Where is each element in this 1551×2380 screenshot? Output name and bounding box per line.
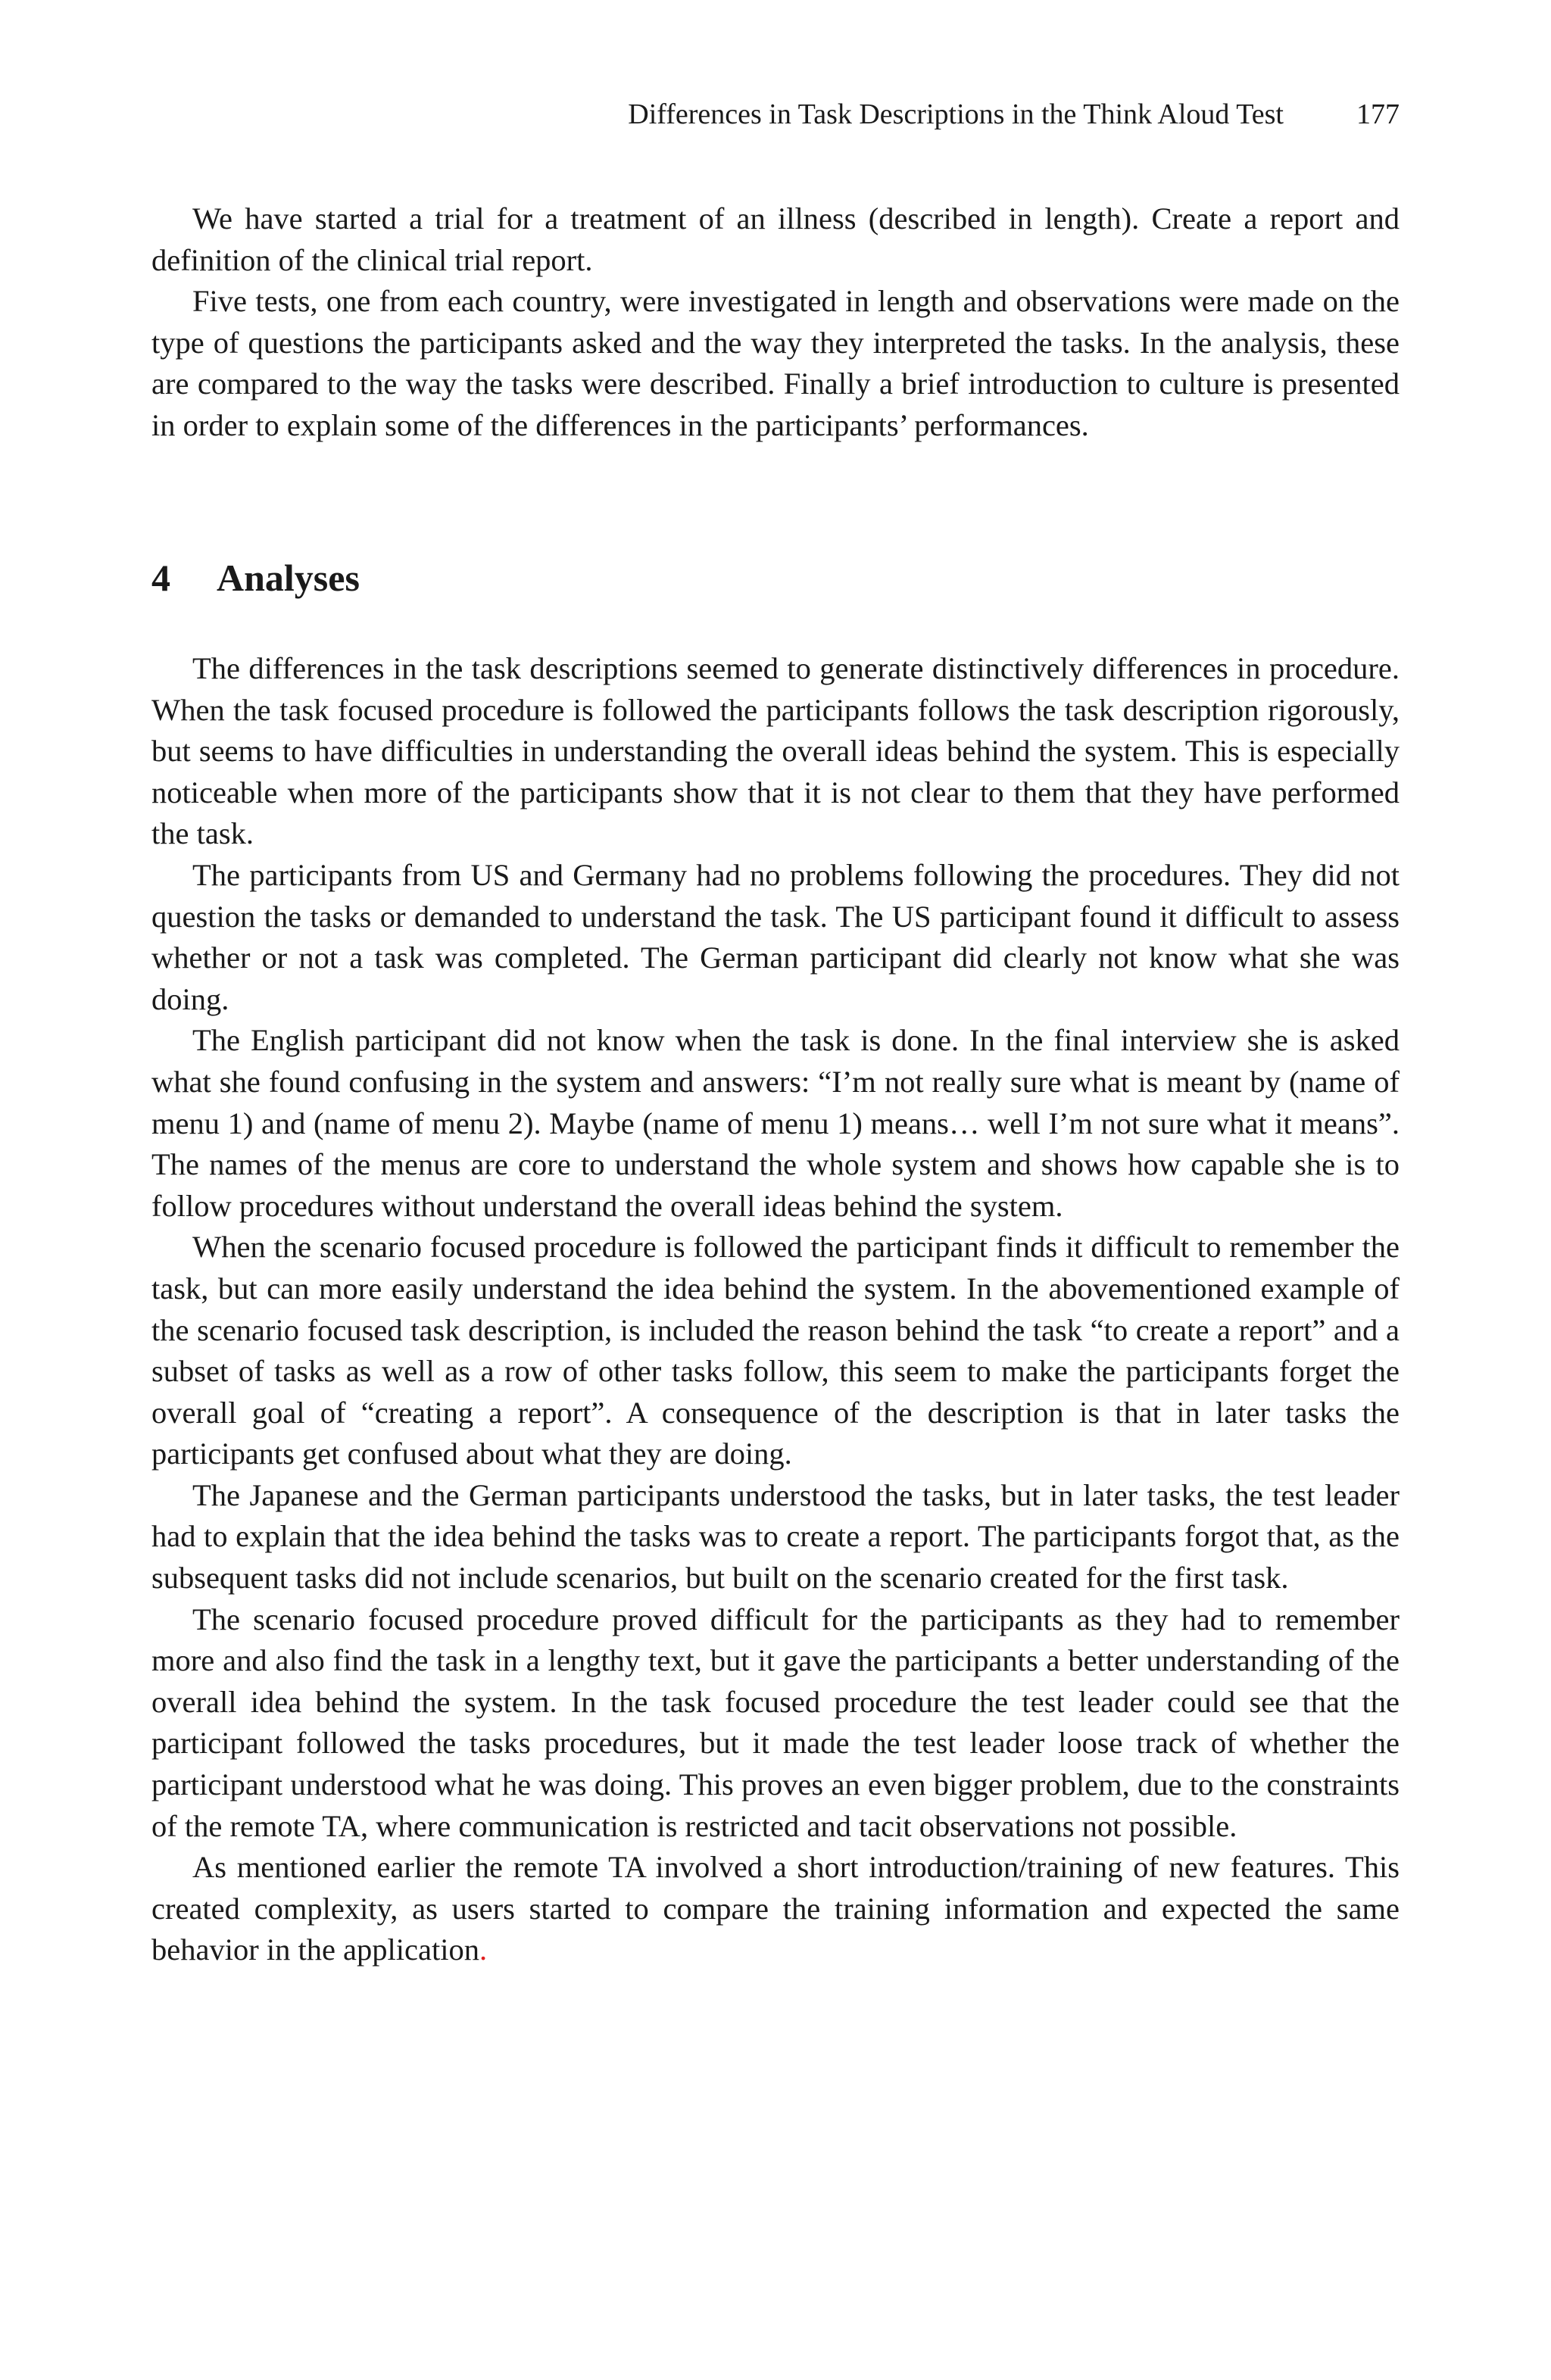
- paragraph: The participants from US and Germany had no problems following the procedures. They did not question the tasks or demanded to understand the task. The US participant found it difficult to assess whether or not a task was completed. The German participant did clearly not know what she was doing.: [151, 857, 1400, 1016]
- running-header: [628, 97, 1400, 132]
- section-number: 4: [151, 557, 170, 599]
- paragraph: Five tests, one from each country, were investigated in length and observations were made on the type of questions the participants asked and the way they interpreted the tasks. In the analysis, these are compared to the way the tasks were described. Finally a brief introduction to culture is presented in order to explain some of the differences in the participants’ performances.: [151, 284, 1400, 442]
- section-heading: [151, 555, 360, 600]
- paragraph: The scenario focused procedure proved difficult for the participants as they had to remember more and also find the task in a lengthy text, but it gave the participants a better understanding of the overall idea behind the system. In the task focused procedure the test leader could see that the participant followed the tasks procedures, but it made the test leader loose track of whether the participant understood what he was doing. This proves an even bigger problem, due to the constraints of the remote TA, where communication is restricted and tacit observations not possible.: [151, 1602, 1400, 1843]
- paragraph: The English participant did not know when the task is done. In the final interview she is asked what she found confusing in the system and answers: “I’m not really sure what is meant by (name of menu 1) and (name of menu 2). Maybe (name of menu 1) means… well I’m not sure what it means”. The names of the menus are core to understand the whole system and shows how capable she is to follow procedures without understand the overall ideas behind the system.: [151, 1023, 1400, 1223]
- paragraph: We have started a trial for a treatment of an illness (described in length). Create a report and definition of the clinical trial report.: [151, 201, 1400, 277]
- intro-text-block: [151, 198, 1400, 447]
- section-title: Analyses: [217, 557, 360, 599]
- page-number: 177: [1356, 98, 1400, 130]
- paragraph: When the scenario focused procedure is followed the participant finds it difficult to remember the task, but can more easily understand the idea behind the system. In the abovementioned example of the scenario focused task description, is included the reason behind the task “to create a report” and a subset of tasks as well as a row of other tasks follow, this seem to make the participants forget the overall goal of “creating a report”. A consequence of the description is that in later tasks the participants get confused about what they are doing.: [151, 1230, 1400, 1471]
- running-title: Differences in Task Descriptions in the Think Aloud Test: [628, 98, 1284, 130]
- paragraph: The differences in the task descriptions seemed to generate distinctively differences in procedure. When the task focused procedure is followed the participants follows the task description rigorously, but seems to have difficulties in understanding the overall ideas behind the system. This is especially noticeable when more of the participants show that it is not clear to them that they have performed the task.: [151, 651, 1400, 851]
- paragraph: [151, 1847, 1400, 1971]
- paragraph: The Japanese and the German participants understood the tasks, but in later tasks, the test leader had to explain that the idea behind the tasks was to create a report. The participants forgot that, as the subsequent tasks did not include scenarios, but built on the scenario created for the first task.: [151, 1477, 1400, 1596]
- last-paragraph-text: As mentioned earlier the remote TA involved a short introduction/training of new features. This created complexity, as users started to compare the training information and expected the same behavior in the application: [151, 1850, 1400, 1967]
- section-text-block: [151, 648, 1400, 1971]
- red-period-mark: .: [479, 1932, 488, 1967]
